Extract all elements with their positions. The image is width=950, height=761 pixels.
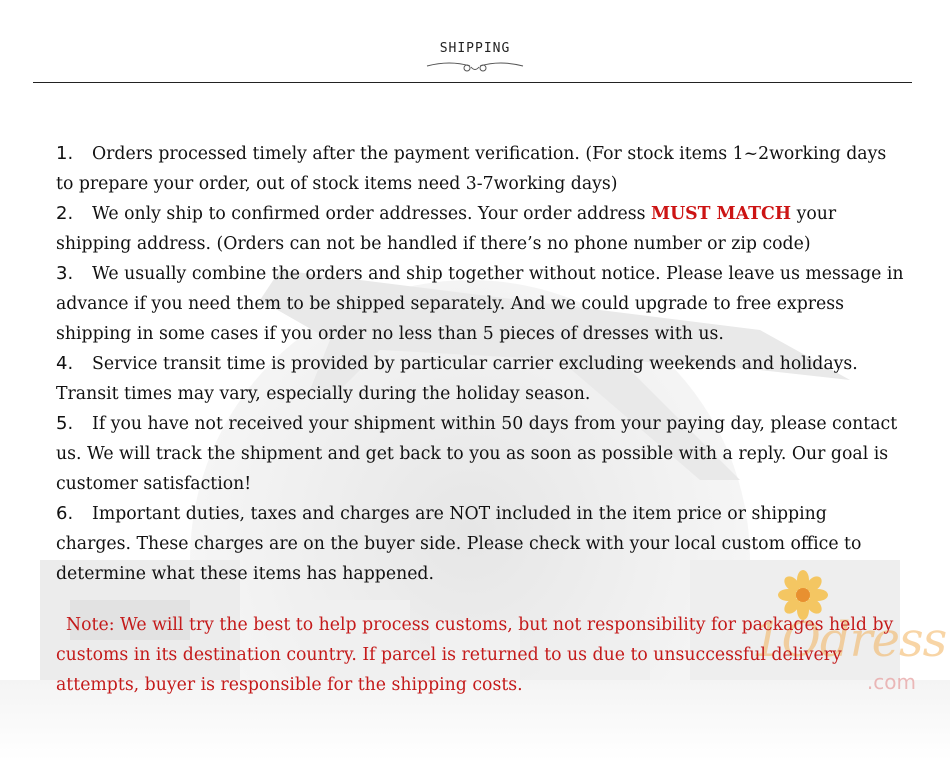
customs-note: Note: We will try the best to help process customs, but not responsibility for packages held by customs in its destination country. If parcel is returned to us due to unsuccessful delivery attempts, buyer is responsible for the shipping costs. [56, 615, 894, 695]
policy-item-5: 5. If you have not received your shipment within 50 days from your paying day, please contact us. We will track the shipment and get back to you as soon as possible with a reply. Our goal is customer satisfaction! [56, 413, 898, 494]
policy-item-2: 2. We only ship to confirmed order addresses. Your order address MUST MATCH your shipping address. (Orders can not be handled if there’s no phone number or zip code) [56, 203, 837, 254]
shipping-policy-list [56, 139, 906, 589]
flourish-ornament-icon [425, 58, 525, 74]
logo-wordmark: 1Odress [752, 612, 947, 668]
header-divider [33, 82, 912, 83]
policy-item-1: 1. Orders processed timely after the payment verification. (For stock items 1~2working days to prepare your order, out of stock items need 3-7working days) [56, 143, 887, 194]
must-match-emphasis: MUST MATCH [650, 204, 792, 224]
page-title: SHIPPING [439, 41, 511, 56]
policy-item-6: 6. Important duties, taxes and charges are NOT included in the item price or shipping charges. These charges are on the buyer side. Please check with your local custom office to determine what these items has happened. [56, 503, 862, 584]
policy-item-3: 3. We usually combine the orders and ship together without notice. Please leave us message in advance if you need them to be shipped separately. And we could upgrade to free express shipping in some cases if you order no less than 5 pieces of dresses with us. [56, 263, 904, 344]
policy-item-4: 4. Service transit time is provided by particular carrier excluding weekends and holidays. Transit times may vary, especially during the holiday season. [56, 353, 858, 404]
logo-domain: .com [866, 670, 916, 694]
